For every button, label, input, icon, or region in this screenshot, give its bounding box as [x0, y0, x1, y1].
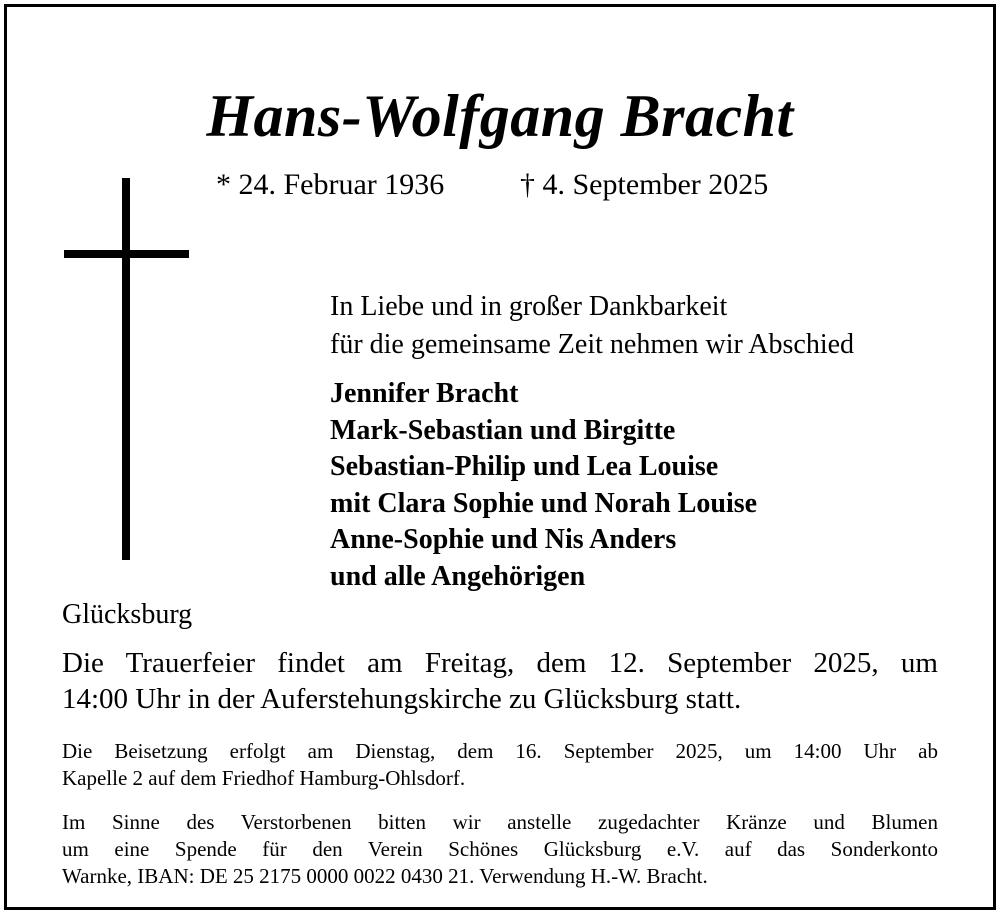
mourner-entry: mit Clara Sophie und Norah Louise — [330, 487, 758, 519]
mourner-entry: Mark-Sebastian und Birgitte — [330, 414, 676, 446]
service-line: 14:00 Uhr in der Auferstehungskirche zu Glücksburg statt. — [62, 683, 742, 715]
donation-line: Warnke, IBAN: DE 25 2175 0000 0022 0430 21. Verwendung H.-W. Bracht. — [62, 864, 708, 888]
mourner-entry: Sebastian-Philip und Lea Louise — [330, 451, 719, 482]
donation-line: Im Sinne des Verstorbenen bitten wir anstelle zugedachter Kränze und Blumen — [62, 810, 938, 834]
farewell-text — [330, 288, 854, 364]
burial-line: Die Beisetzung erfolgt am Dienstag, dem 16. September 2025, um 14:00 Uhr ab — [62, 739, 938, 763]
mourner-entry: Jennifer Bracht — [330, 378, 519, 409]
burial-info — [62, 738, 938, 792]
mourner-entry: und alle Angehörigen — [330, 560, 586, 592]
deceased-name: Hans-Wolfgang Bracht — [206, 83, 794, 149]
burial-line: Kapelle 2 auf dem Friedhof Hamburg-Ohlsdorf. — [62, 766, 466, 790]
donation-line: um eine Spende für den Verein Schönes Glücksburg e.V. auf das Sonderkonto — [62, 837, 938, 861]
place-name: Glücksburg — [62, 599, 193, 630]
mourners-list — [330, 376, 757, 595]
funeral-service-info — [62, 645, 938, 717]
death-date: † 4. September 2025 — [520, 168, 769, 201]
farewell-line: In Liebe und in großer Dankbarkeit — [330, 291, 728, 322]
farewell-line: für die gemeinsame Zeit nehmen wir Abschied — [330, 329, 855, 360]
service-line: Die Trauerfeier findet am Freitag, dem 12. September 2025, um — [62, 647, 938, 679]
birth-date: * 24. Februar 1936 — [216, 168, 445, 201]
donation-request — [62, 809, 938, 890]
mourner-entry: Anne-Sophie und Nis Anders — [330, 524, 677, 555]
